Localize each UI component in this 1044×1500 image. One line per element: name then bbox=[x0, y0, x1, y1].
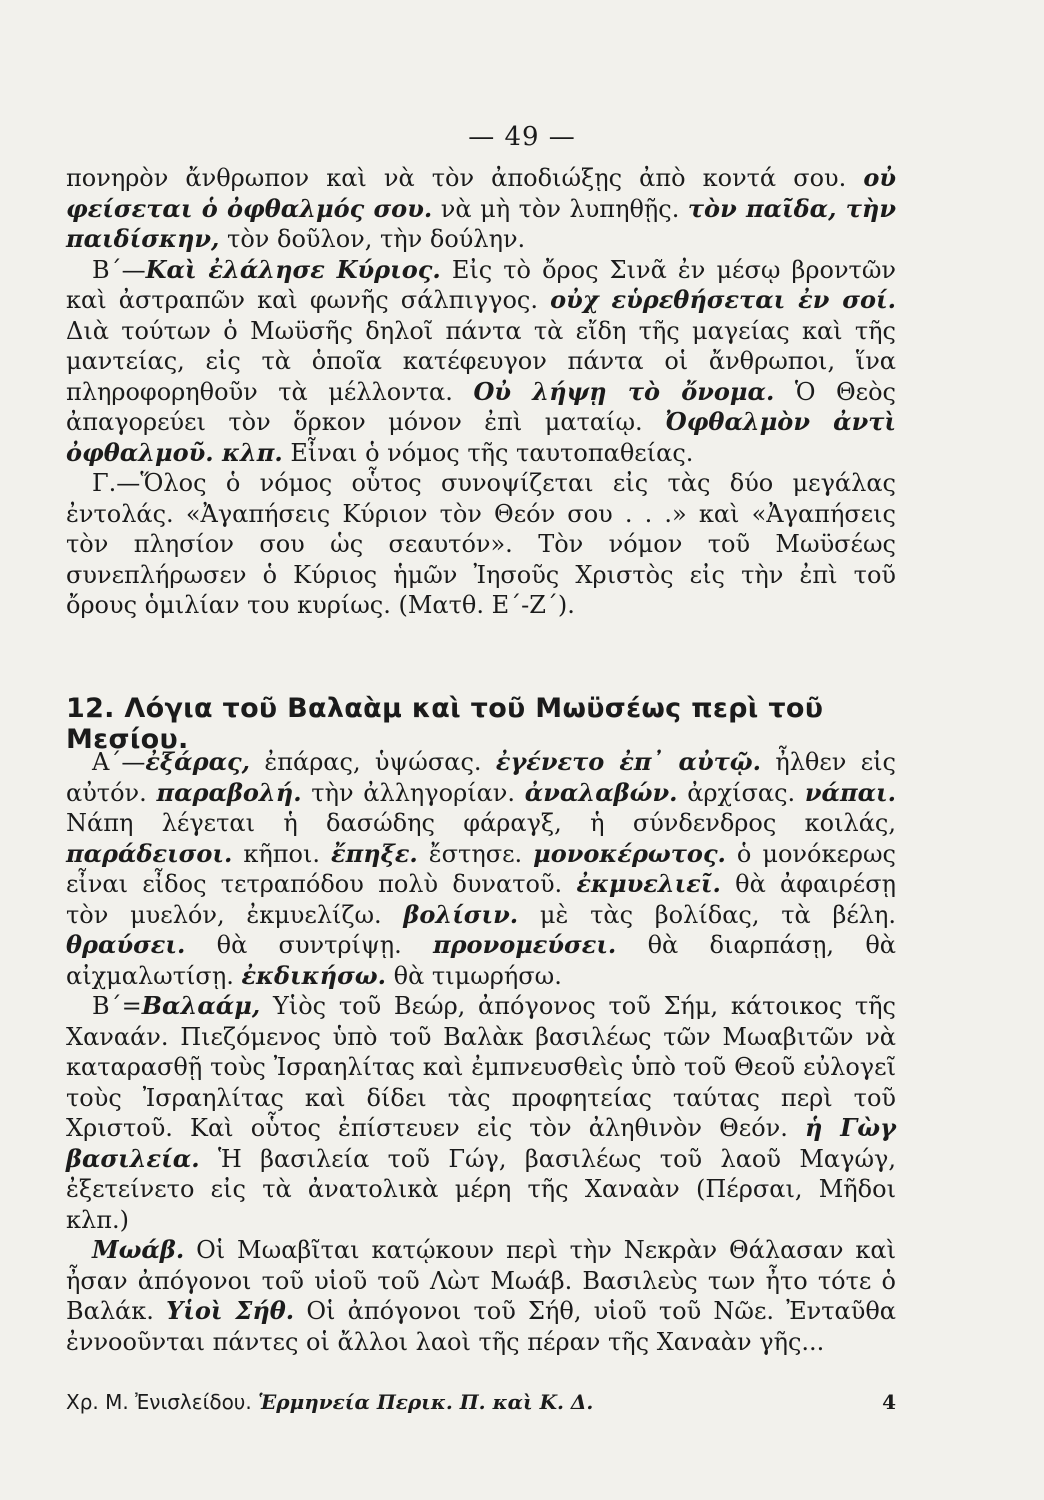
text-run: Διὰ τούτων ὁ Μωϋσῆς δηλοῖ πάντα τὰ εἴδη τῆς μαγείας καὶ τῆς μαντείας, εἰς τὰ ὁποῖα κατέφευγον πάντα οἱ ἄνθρωποι, ἵνα πληροφορηθοῦν τὰ μέλλοντα. bbox=[66, 316, 896, 406]
glossed-term: ἐγένετο ἐπ᾿ αὐτῷ. bbox=[495, 747, 762, 776]
glossed-term: ἐξάρας, bbox=[145, 747, 251, 776]
main-text bbox=[66, 163, 896, 621]
text-run: Οἱ Μωαβῖται κατῴκουν περὶ τὴν Νεκρὰν Θάλασαν καὶ ἦσαν ἀπόγονοι τοῦ υἱοῦ τοῦ Λὼτ Μωάβ. Βασιλεὺς των ἦτο τότε ὁ Βαλάκ. bbox=[66, 1236, 896, 1325]
paragraph-6 bbox=[66, 1235, 896, 1357]
text-run: Υἱὸς τοῦ Βεώρ, ἀπόγονος τοῦ Σήμ, κάτοικος τῆς Χαναάν. Πιεζόμενος ὑπὸ τοῦ Βαλὰκ βασιλέως τῶν Μωαβιτῶν νὰ καταρασθῇ τοὺς Ἰσραηλίτας καὶ ἐμπνευσθεὶς ὑπὸ τοῦ Θεοῦ εὐλογεῖ τοὺς Ἰσραηλίτας καὶ δίδει τὰς προφητείας ταύτας περὶ τοῦ Χριστοῦ. Καὶ οὗτος ἐπίστευεν εἰς τὸν ἀληθινὸν Θεόν. bbox=[66, 992, 896, 1142]
glossed-term: οὐχ εὑρεθήσεται ἐν σοί. bbox=[550, 285, 896, 314]
text-run: ὁ μονόκερως εἶναι εἶδος τετραπόδου πολὺ δυνατοῦ. bbox=[66, 839, 896, 898]
glossed-term: ἐκδικήσω. bbox=[241, 960, 386, 990]
text-run: πονηρὸν ἄνθρωπον καὶ νὰ τὸν ἀποδιώξῃς ἀπὸ κοντά σου. bbox=[66, 164, 864, 192]
glossed-term: Υἱοὶ Σήθ. bbox=[166, 1296, 295, 1325]
glossed-term: Μωάβ. bbox=[92, 1235, 185, 1264]
glossed-term: Οὐ λήψῃ τὸ ὄνομα. bbox=[473, 376, 775, 406]
text-run: Εἶναι ὁ νόμος τῆς ταυτοπαθείας. bbox=[282, 438, 694, 467]
text-run: Α΄— bbox=[92, 748, 146, 776]
text-run: θὰ ἀφαιρέσῃ τὸν μυελόν, ἐκμυελίζω. bbox=[66, 870, 896, 929]
section-heading-wrap bbox=[66, 693, 896, 755]
text-run: ἔστησε. bbox=[417, 839, 534, 868]
glossed-term: ἡ Γὼγ βασιλεία. bbox=[66, 1113, 897, 1173]
glossed-term: τὸν παῖδα, τὴν παιδίσκην, bbox=[66, 193, 896, 253]
text-run: ἐπάρας, ὑψώσας. bbox=[250, 748, 496, 776]
glossed-term: μονοκέρωτος. bbox=[533, 838, 726, 868]
text-run: Γ.—Ὅλος ὁ νόμος οὗτος συνοψίζεται εἰς τὰς δύο μεγάλας ἐντολάς. «Ἀγαπήσεις Κύριον τὸν Θεόν σου . . .» καὶ «Ἀγαπήσεις τὸν πλησίον σου ὡς σεαυτόν». Τὸν νόμον τοῦ Μωϋσέως συνεπλήρωσεν ὁ Κύριος ἡμῶν Ἰησοῦς Χριστὸς εἰς τὴν ἐπὶ τοῦ ὄρους ὁμιλίαν του κυρίως. (Ματθ. Ε΄-Ζ΄). bbox=[66, 469, 896, 619]
glossed-term: ἔπηξε. bbox=[331, 838, 418, 868]
glossed-term: Βαλαάμ, bbox=[141, 991, 261, 1020]
text-run: Νάπη λέγεται ἡ δασώδης φάραγξ, ἡ σύνδενδρος κοιλάς, bbox=[66, 809, 896, 837]
text-run: ἦλθεν εἰς αὐτόν. bbox=[66, 748, 897, 807]
text-run: κῆποι. bbox=[232, 839, 332, 868]
glossed-term: ἐκμυελιεῖ. bbox=[576, 869, 721, 898]
paragraph-2 bbox=[66, 255, 896, 469]
text-run: θὰ διαρπάσῃ, θὰ αἰχμαλωτίσῃ. bbox=[66, 931, 896, 990]
glossed-term: θραύσει. bbox=[66, 930, 186, 959]
glossed-term: Ὀφθαλμὸν ἀντὶ ὀφθαλμοῦ. κλπ. bbox=[66, 407, 897, 467]
text-run: τὸν δοῦλον, τὴν δούλην. bbox=[219, 225, 526, 253]
footer-citation bbox=[66, 1390, 593, 1414]
text-run: θὰ τιμωρήσω. bbox=[386, 961, 562, 990]
glossed-term: προνομεύσει. bbox=[433, 930, 617, 959]
footer-source: Χρ. Μ. Ἐνισλείδου. bbox=[66, 1390, 252, 1414]
paragraph-5 bbox=[66, 991, 896, 1235]
section-heading: 12. Λόγια τοῦ Βαλαὰμ καὶ τοῦ Μωϋσέως περὶ τοῦ Μεσίου. bbox=[66, 693, 824, 755]
text-run: Οἱ ἀπόγονοι τοῦ Σήθ, υἱοῦ τοῦ Νῶε. Ἐνταῦθα ἐννοοῦνται πάντες οἱ ἄλλοι λαοὶ τῆς πέραν τῆς Χαναὰν γῆς... bbox=[66, 1297, 896, 1356]
paragraph-4 bbox=[66, 747, 896, 991]
text-run: τὴν ἀλληγορίαν. bbox=[301, 778, 525, 807]
glossed-term: νάπαι. bbox=[804, 777, 897, 807]
text-run: Β΄— bbox=[92, 255, 146, 284]
glossed-term: παράδεισοι. bbox=[66, 838, 233, 868]
text-run: Β΄= bbox=[92, 992, 142, 1020]
text-run: Εἰς τὸ ὄρος Σινᾶ ἐν μέσῳ βροντῶν καὶ ἀστραπῶν καὶ φωνῆς σάλπιγγος. bbox=[66, 255, 896, 314]
glossed-term: βολίσιν. bbox=[403, 899, 519, 929]
text-run: θὰ συντρίψῃ. bbox=[185, 931, 434, 959]
text-run: νὰ μὴ τὸν λυπηθῇς. bbox=[432, 194, 688, 223]
text-run: μὲ τὰς βολίδας, τὰ βέλη. bbox=[518, 900, 896, 929]
footer bbox=[66, 1390, 896, 1414]
glossed-term: παραβολή. bbox=[156, 777, 302, 807]
text-run: ἀρχίσας. bbox=[677, 778, 805, 807]
glossed-term: οὐ φείσεται ὁ ὀφθαλμός σου. bbox=[66, 163, 896, 223]
glossed-term: Καὶ ἐλάλησε Κύριος. bbox=[145, 254, 441, 284]
section-text bbox=[66, 747, 896, 1357]
glossed-term: ἀναλαβών. bbox=[524, 777, 678, 807]
page-number: — 49 — bbox=[468, 122, 576, 152]
footer-title: Ἑρμηνεία Περικ. Π. καὶ Κ. Δ. bbox=[258, 1390, 594, 1414]
text-run: Ὁ Θεὸς ἀπαγορεύει τὸν ὅρκον μόνον ἐπὶ ματαίῳ. bbox=[66, 377, 896, 436]
paragraph-3 bbox=[66, 468, 896, 621]
text-run: Ἡ βασιλεία τοῦ Γώγ, βασιλέως τοῦ λαοῦ Μαγώγ, ἐξετείνετο εἰς τὰ ἀνατολικὰ μέρη τῆς Χαναὰν (Πέρσαι, Μῆδοι κλπ.) bbox=[66, 1144, 896, 1234]
paragraph-1 bbox=[66, 163, 896, 255]
signature-mark: 4 bbox=[882, 1390, 896, 1414]
